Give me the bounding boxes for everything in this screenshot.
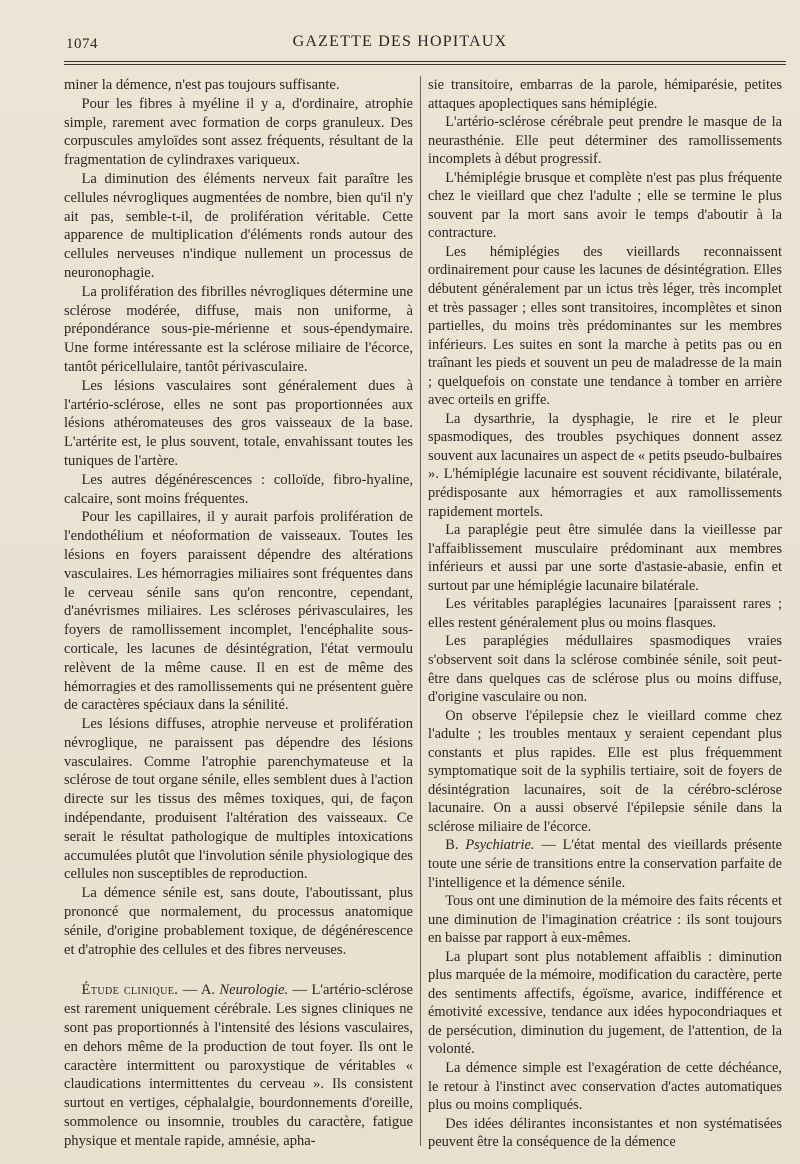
- left-column: [64, 76, 413, 1151]
- paragraph: La démence simple est l'exagération de cette déchéance, le retour à l'instinct avec conservation d'actes automatiques plus ou moins compliqués.: [428, 1059, 782, 1114]
- paragraph: Les véritables paraplégies lacunaires [paraissent rares ; elles restent généralement plus ou moins flasques.: [428, 596, 782, 631]
- section-text: — L'état mental des vieillards présente toute une série de transitions entre la conservation parfaite de l'intelligence et la démence sénile.: [428, 837, 783, 891]
- paragraph: Tous ont une diminution de la mémoire des faits récents et une diminution de l'imagination créatrice : ils sont toujours en baisse par rapport à eux-mêmes.: [428, 893, 782, 947]
- page-number: 1074: [66, 36, 98, 52]
- paragraph: Les autres dégénérescences : colloïde, fibro-hyaline, calcaire, sont moins fréquentes.: [64, 471, 413, 507]
- right-column: [428, 76, 782, 1152]
- paragraph: L'artério-sclérose cérébrale peut prendre le masque de la neurasthénie. Elle peut déterminer des ramollissements incomplets à début progressif.: [428, 114, 782, 168]
- paragraph: On observe l'épilepsie chez le vieillard comme chez l'adulte ; les troubles mentaux y seraient cependant plus constants et plus rapides. Elle est plus fréquemment symptomatique soit de la syphilis tertiaire, soit de foyers de désintégration lacunaires, soit de la cérébro-sclérose lacunaire. On a aussi observé l'épilepsie sénile dans la sclérose miliaire de l'écorce.: [428, 707, 782, 835]
- paragraph: sie transitoire, embarras de la parole, hémiparésie, petites attaques apoplectiques sans hémiplégie.: [428, 77, 782, 112]
- paragraph: La prolifération des fibrilles névrogliques détermine une sclérose modérée, diffuse, mais non uniforme, à prépondérance sous-pie-mérienne et sous-épendymaire. Une forme intéressante est la sclérose miliaire de l'écorce, tantôt péricellulaire, tantôt périvasculaire.: [64, 283, 413, 375]
- paragraph: Des idées délirantes inconsistantes et non systématisées peuvent être la conséquence de la démence: [428, 1115, 782, 1151]
- paragraph: miner la démence, n'est pas toujours suffisante.: [64, 77, 340, 93]
- paragraph: La démence sénile est, sans doute, l'aboutissant, plus prononcé que normalement, du processus anatomique sénile, d'origine probablement toxique, de dégénérescence et d'atrophie des cellules et des fibres nerveuses.: [64, 885, 413, 958]
- paragraph: Les paraplégies médullaires spasmodiques vraies s'observent soit dans la sclérose combinée sénile, soit peut-être dans quelques cas de sclérose plus ou moins diffuse, d'origine vasculaire ou non.: [428, 633, 782, 706]
- section-dash: — A.: [178, 982, 220, 999]
- paragraph: Pour les capillaires, il y aurait parfois prolifération de l'endothélium et néoformation de vaisseaux. Toutes les lésions en foyers paraissent dépendre des altérations vasculaires. Les hémorragies miliaires sont fréquentes dans le cerveau sénile sans qu'on rencontre, cependant, d'anévrismes miliaires. Les scléroses périvasculaires, les foyers de ramollissement incomplet, l'encéphalite sous-corticale, les lacunes de désintégration, l'état vermoulu relèvent de la même cause. Il en est de même des hémorragies et des ramollissements qui ne présentent guère de caractères spéciaux dans la sénilité.: [64, 509, 413, 714]
- section-letter: B.: [445, 837, 466, 854]
- subsection-heading: Neurologie.: [219, 982, 289, 999]
- paragraph: L'hémiplégie brusque et complète n'est pas plus fréquente chez le vieillard que chez l'adulte ; elle se termine le plus souvent par la mort sans avoir le temps d'aboutir à la contracture.: [428, 169, 782, 242]
- section-heading: Étude clinique.: [81, 982, 179, 999]
- running-title: GAZETTE DES HOPITAUX: [292, 33, 508, 50]
- header-rule: [64, 61, 786, 65]
- section-text: — L'artério-sclérose est rarement uniquement cérébrale. Les signes cliniques ne sont pas proportionnés à l'intensité des lésions vasculaires, en dehors même de la production de tout foyer. Ils ont le caractère intermittent ou paroxystique de véritables « claudications intermittentes du cerveau ». Ils consistent surtout en vertiges, céphalalgie, bourdonnements d'oreille, sommolence ou insomnie, troubles du caractère, fatigue physique et mentale rapide, amnésie, apha-: [64, 982, 413, 1149]
- clinical-section-paragraph: [64, 981, 413, 1150]
- column-divider: [420, 76, 421, 1146]
- paragraph: Pour les fibres à myéline il y a, d'ordinaire, atrophie simple, rarement avec formation de corps granuleux. Des corpuscules amyloïdes sont assez fréquents, résultant de la fragmentation de cylindraxes variqueux.: [64, 95, 413, 169]
- paragraph: La dysarthrie, la dysphagie, le rire et le pleur spasmodiques, des troubles psychiques donnent assez souvent aux lacunaires un aspect de « petits pseudo-bulbaires ». L'hémiplégie lacunaire est souvent récidivante, bilatérale, prédisposante aux hémorragies et aux ramollissements rapidement mortels.: [428, 410, 782, 520]
- paragraph: La diminution des éléments nerveux fait paraître les cellules névrogliques augmentées de nombre, bien qu'il n'y ait pas, semble-t-il, de prolifération véritable. Cette apparence de multiplication d'éléments ronds autour des cellules nerveuses n'indique nullement un processus de neuronophagie.: [64, 170, 413, 281]
- subsection-heading: Psychiatrie.: [465, 837, 535, 854]
- paragraph: La paraplégie peut être simulée dans la vieillesse par l'affaiblissement musculaire prédominant aux membres inférieurs et aussi par une sorte d'astasie-abasie, enfin et surtout par une hémiplégie lacunaire bilatérale.: [428, 522, 782, 594]
- paragraph: La plupart sont plus notablement affaiblis : diminution plus marquée de la mémoire, modification du caractère, perte des sentiments affectifs, égoïsme, avarice, indifférence et émotivité excessive, tendance aux idées hypocondriaques et de persécution, diminution du jugement, de l'attention, de la volonté.: [428, 948, 782, 1058]
- paragraph: Les lésions diffuses, atrophie nerveuse et prolifération névroglique, ne paraissent pas dépendre des lésions vasculaires. Comme l'atrophie parenchymateuse et la sclérose de tout organe sénile, elles semblent dues à l'action directe sur les tissus des mêmes toxiques, qui, de façon indépendante, produisent l'altération des vaisseaux. Ce serait le résultat pathologique de multiples intoxications accumulées plutôt que l'involution sénile physiologique des cellules non susceptibles de reproduction.: [64, 716, 413, 883]
- paragraph: Les hémiplégies des vieillards reconnaissent ordinairement pour cause les lacunes de désintégration. Elles débutent généralement par un ictus très léger, très incomplet et très passager ; elles sont transitoires, incomplètes et sinon partielles, du moins très prédominantes sur les membres inférieurs. Les suites en sont la marche à petits pas ou en traînant les pieds et souvent un peu de maladresse de la main ; quelquefois on constate une tendance à tomber en arrière avec orteils en griffe.: [428, 243, 782, 409]
- psychiatry-section-paragraph: [428, 836, 782, 892]
- paragraph: Les lésions vasculaires sont généralement dues à l'artério-sclérose, elles ne sont pas proportionnées aux lésions athéromateuses des gros vaisseaux de la base. L'artérite est, le plus souvent, totale, envahissant toutes les tuniques de l'artère.: [64, 377, 413, 469]
